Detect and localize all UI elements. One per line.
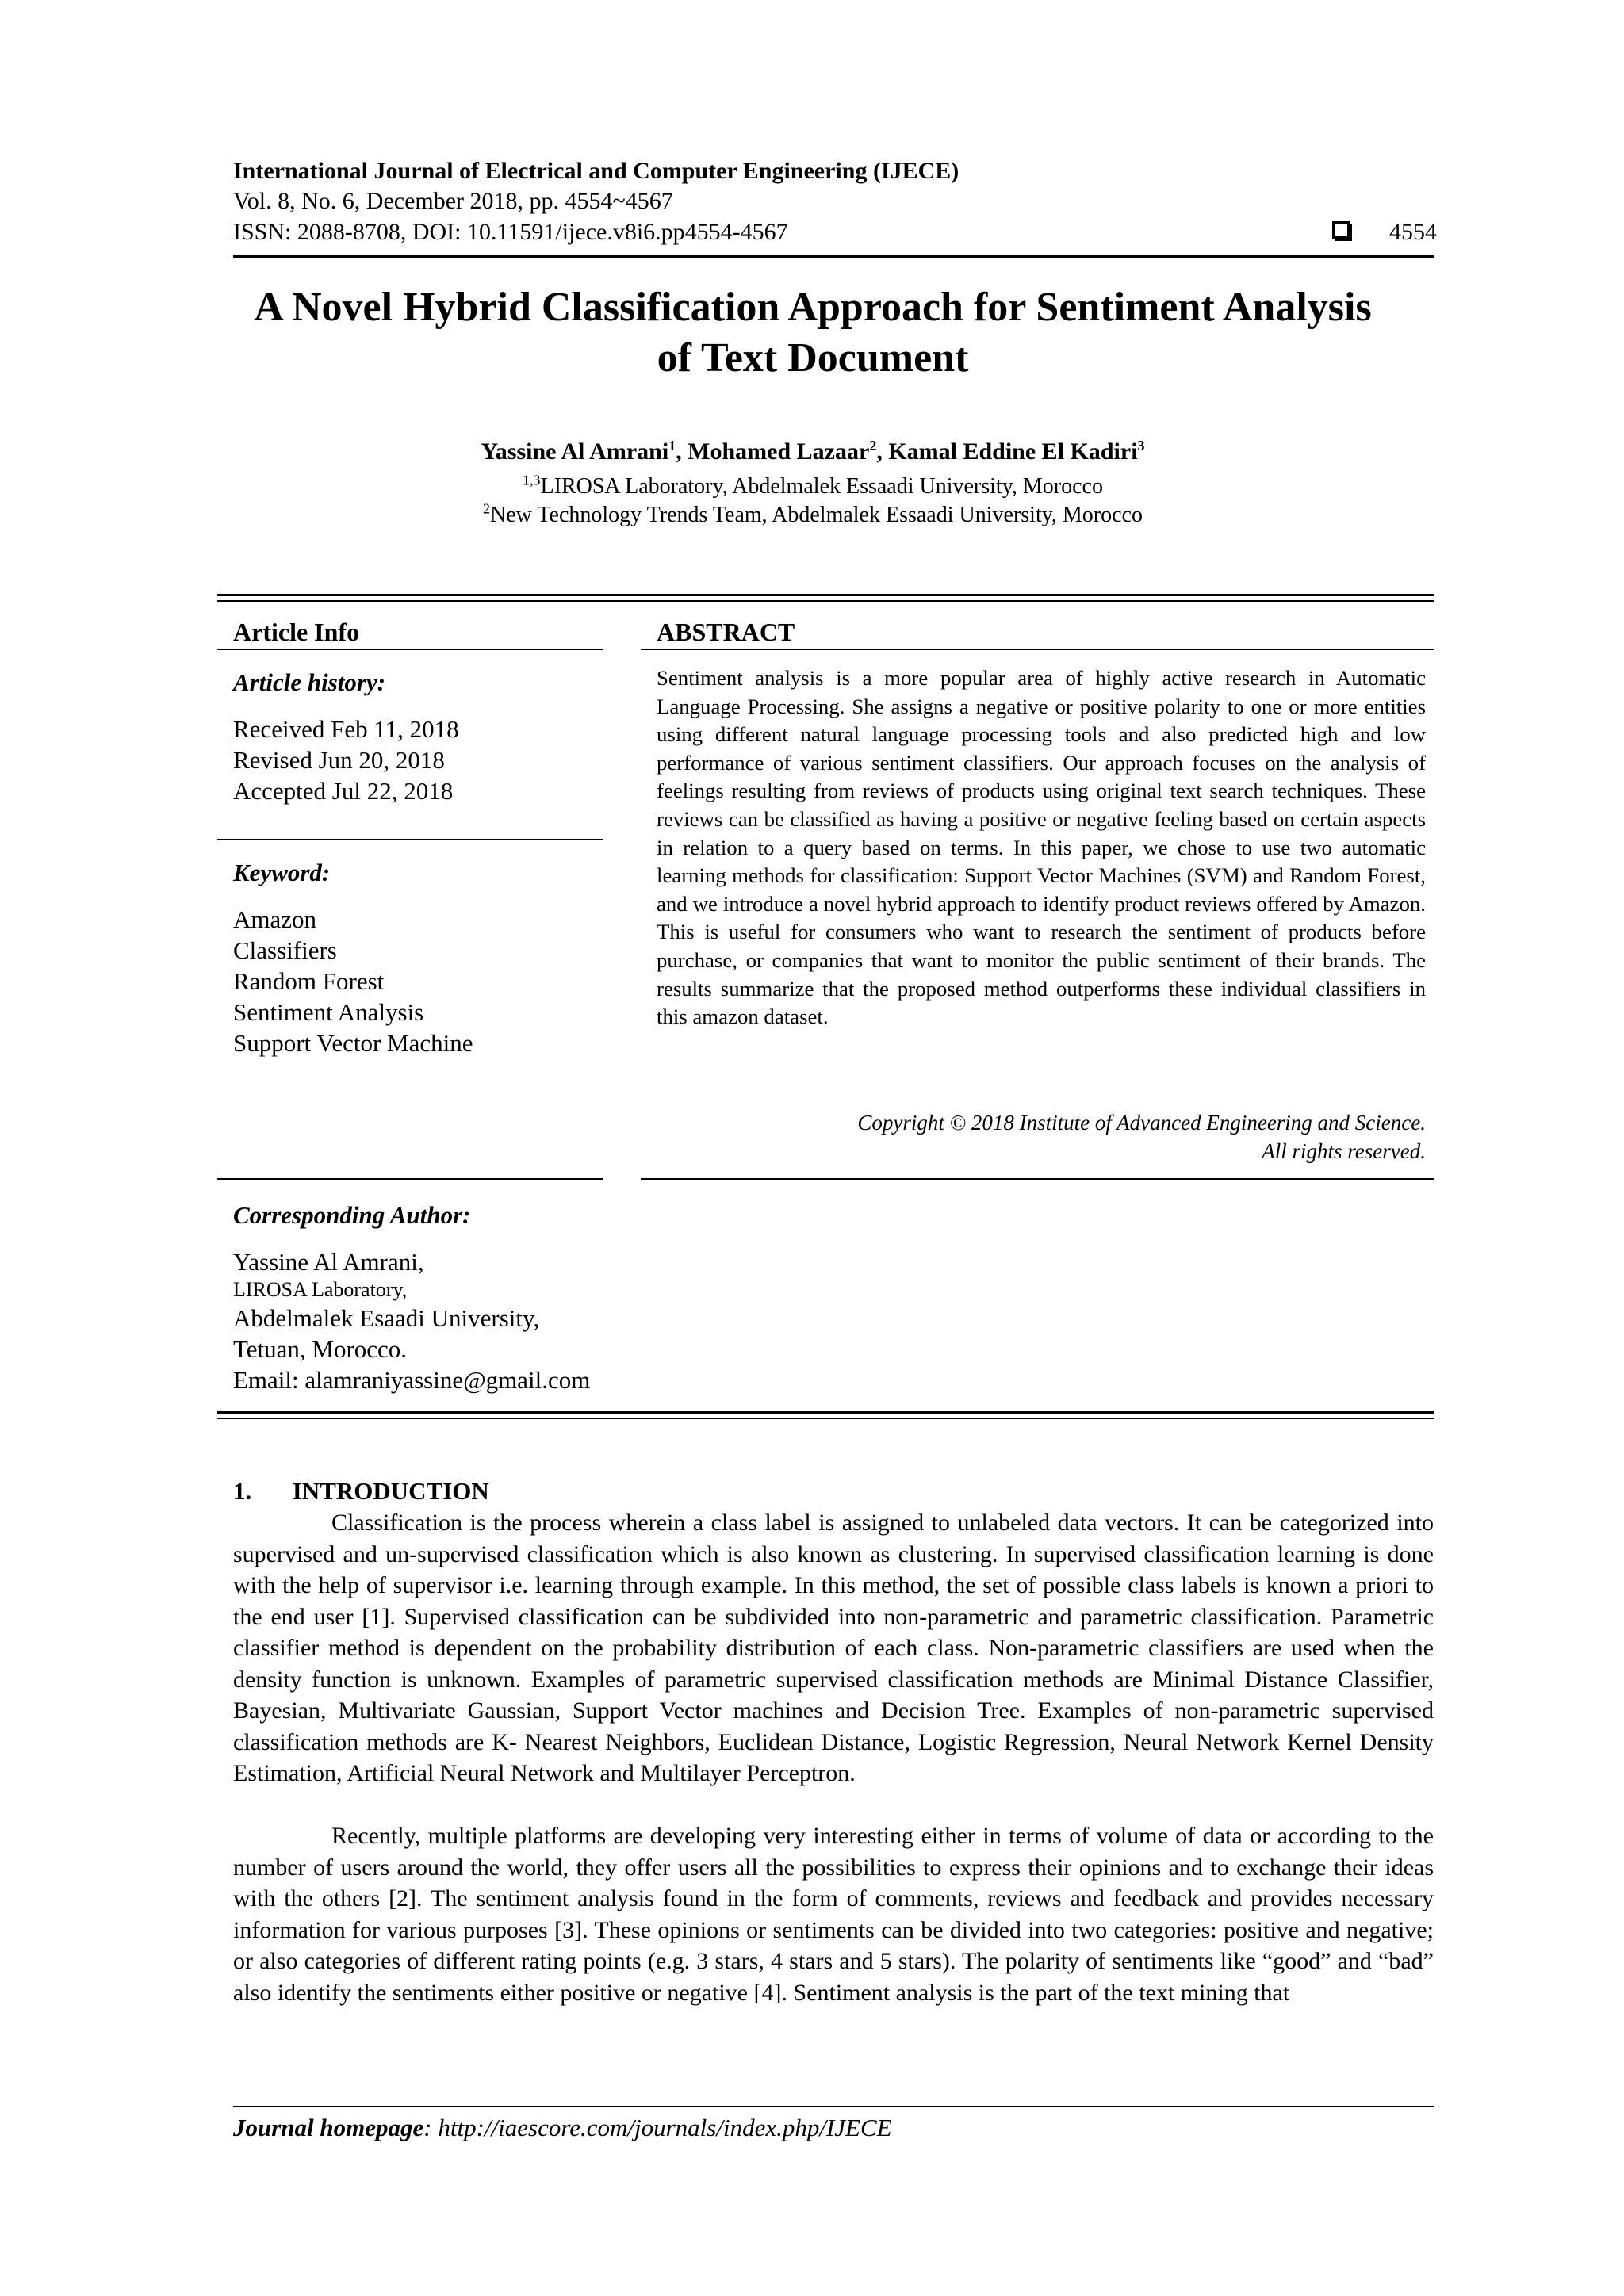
infobox-top-rule-1 <box>217 594 1434 596</box>
author-1: Yassine Al Amrani <box>481 438 669 465</box>
article-history-heading: Article history: <box>233 668 386 696</box>
affiliation-2 <box>190 501 1435 530</box>
affiliation-2-text: New Technology Trends Team, Abdelmalek Essaadi University, Morocco <box>490 503 1143 527</box>
abstract-bottom-rule <box>641 1178 1434 1180</box>
corresponding-name: Yassine Al Amrani, <box>233 1248 424 1276</box>
author-2-sup: 2 <box>869 438 877 453</box>
volume-info: Vol. 8, No. 6, December 2018, pp. 4554~4567 <box>233 188 673 214</box>
corresponding-author-details <box>233 1246 590 1395</box>
section-heading-introduction <box>233 1476 489 1506</box>
title-line-2: of Text Document <box>657 335 969 381</box>
keyword-item: Classifiers <box>233 936 337 964</box>
infobox-bottom-rule-2 <box>217 1418 1434 1419</box>
article-history <box>233 714 459 806</box>
corresponding-city: Tetuan, Morocco. <box>233 1335 408 1363</box>
title-line-1: A Novel Hybrid Classification Approach for Sentiment Analysis <box>254 285 1372 330</box>
article-info-rule <box>217 649 603 650</box>
keyword-item: Amazon <box>233 905 317 933</box>
footer-rule <box>233 2106 1434 2107</box>
author-2: Mohamed Lazaar <box>688 438 870 465</box>
affiliation-1-text: LIROSA Laboratory, Abdelmalek Essaadi University, Morocco <box>540 474 1103 499</box>
keyword-heading: Keyword: <box>233 859 331 886</box>
corresponding-email: Email: alamraniyassine@gmail.com <box>233 1366 591 1394</box>
keyword-rule <box>217 1178 603 1180</box>
issn-doi: ISSN: 2088-8708, DOI: 10.11591/ijece.v8i6.pp4554-4567 <box>233 219 788 245</box>
affiliation-1 <box>190 473 1435 501</box>
author-list <box>190 438 1435 466</box>
infobox-bottom-rule-1 <box>217 1411 1434 1414</box>
keyword-item: Support Vector Machine <box>233 1029 473 1057</box>
abstract-rule <box>641 649 1434 650</box>
copyright-line-2: All rights reserved. <box>1262 1139 1426 1163</box>
author-3-sup: 3 <box>1137 438 1145 453</box>
section-title: INTRODUCTION <box>292 1477 489 1505</box>
homepage-label: Journal homepage <box>233 2114 424 2141</box>
header-rule <box>233 255 1434 258</box>
author-1-sup: 1 <box>668 438 676 453</box>
journal-name: International Journal of Electrical and Computer Engineering (IJECE) <box>233 158 959 184</box>
abstract-heading: ABSTRACT <box>657 618 795 646</box>
affiliation-2-sup: 2 <box>483 500 490 517</box>
copyright-line-1: Copyright © 2018 Institute of Advanced Engineering and Science. <box>857 1111 1426 1135</box>
keyword-list <box>233 904 473 1058</box>
page-number: 4554 <box>1389 219 1437 245</box>
square-box-icon <box>1332 221 1350 239</box>
keyword-item: Sentiment Analysis <box>233 998 424 1026</box>
keyword-item: Random Forest <box>233 967 385 995</box>
corresponding-lab: LIROSA Laboratory, <box>233 1278 408 1301</box>
received-date: Received Feb 11, 2018 <box>233 715 459 743</box>
abstract-text: Sentiment analysis is a more popular area of highly active research in Automatic Language Processing. She assigns a negative or positive polarity to one or more entities using different natural language processing tools and also predicted high and low performance of various sentiment classifiers. Our approach focuses on the analysis of feelings resulting from reviews of products using original text search techniques. These reviews can be classified as having a positive or negative feeling based on certain aspects in relation to a query based on terms. In this paper, we chose to use two automatic learning methods for classification: Support Vector Machines (SVM) and Random Forest, and we introduce a novel hybrid approach to identify product reviews offered by Amazon. This is useful for consumers who want to research the sentiment of products before purchase, or companies that want to monitor the public sentiment of their brands. The results summarize that the proposed method outperforms these individual classifiers in this amazon dataset. <box>657 666 1426 1029</box>
affiliation-1-sup: 1,3 <box>523 472 541 488</box>
paper-title <box>190 282 1435 384</box>
intro-paragraph-2: Recently, multiple platforms are developing very interesting either in terms of volume of data or according to the number of users around the world, they offer users all the possibilities to express their opinions and to exchange their ideas with the others [2]. The sentiment analysis found in the form of comments, reviews and feedback and provides necessary information for various purposes [3]. These opinions or sentiments can be divided into two categories: positive and negative; or also categories of different rating points (e.g. 3 stars, 4 stars and 5 stars). The polarity of sentiments like “good” and “bad” also identify the sentiments either positive or negative [4]. Sentiment analysis is the part of the text mining that <box>233 1823 1434 2006</box>
author-separator: , <box>876 438 889 465</box>
section-number: 1. <box>233 1477 252 1505</box>
homepage-url[interactable]: : http://iaescore.com/journals/index.php/IJECE <box>423 2114 892 2141</box>
intro-paragraph-1: Classification is the process wherein a class label is assigned to unlabeled data vectors. It can be categorized into supervised and un-supervised classification which is also known as clustering. In supervised classification learning is done with the help of supervisor i.e. learning through example. In this method, the set of possible class labels is known a priori to the end user [1]. Supervised classification can be subdivided into non-parametric and parametric classification. Parametric classifier method is dependent on the probability distribution of each class. Non-parametric classifiers are used when the density function is unknown. Examples of parametric supervised classification methods are Minimal Distance Classifier, Bayesian, Multivariate Gaussian, Support Vector machines and Decision Tree. Examples of non-parametric supervised classification methods are K- Nearest Neighbors, Euclidean Distance, Logistic Regression, Neural Network Kernel Density Estimation, Artificial Neural Network and Multilayer Perceptron. <box>233 1510 1434 1786</box>
article-info-heading: Article Info <box>233 618 360 646</box>
corresponding-author-heading: Corresponding Author: <box>233 1201 471 1229</box>
history-rule <box>217 839 603 840</box>
author-separator: , <box>676 438 688 465</box>
revised-date: Revised Jun 20, 2018 <box>233 746 445 774</box>
journal-homepage <box>233 2113 892 2143</box>
infobox-top-rule-2 <box>217 600 1434 602</box>
accepted-date: Accepted Jul 22, 2018 <box>233 777 454 805</box>
author-3: Kamal Eddine El Kadiri <box>888 438 1138 465</box>
corresponding-university: Abdelmalek Esaadi University, <box>233 1304 540 1332</box>
